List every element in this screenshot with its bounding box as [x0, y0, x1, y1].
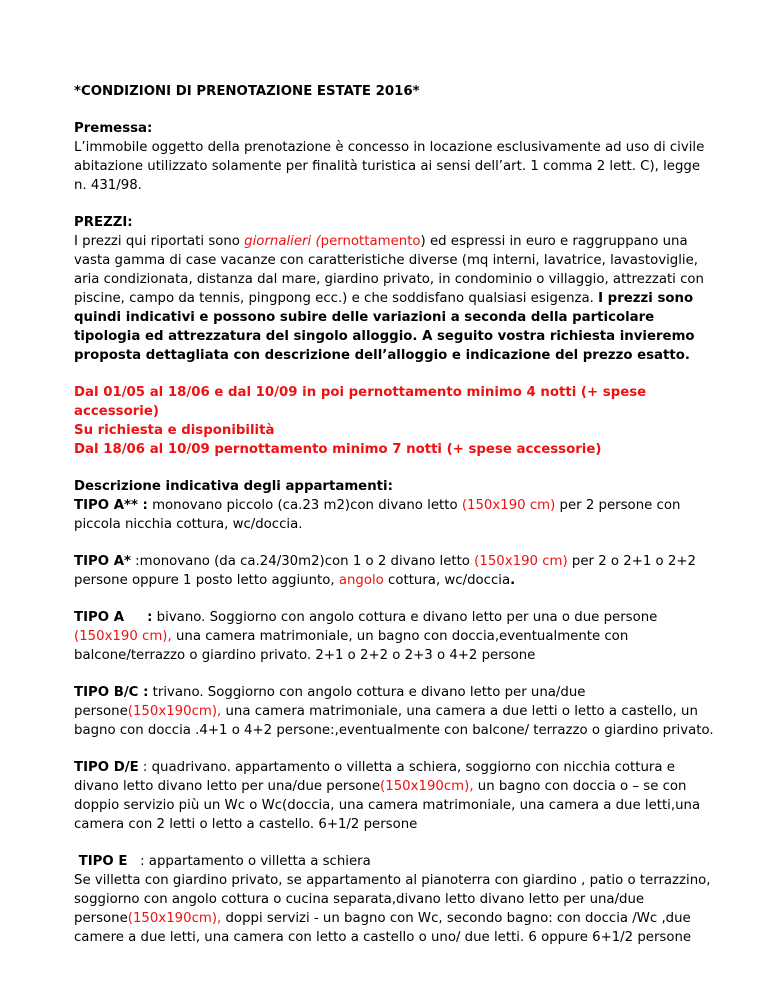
descrizione-section	[74, 477, 714, 534]
descrizione-heading: Descrizione indicativa degli appartamenti:	[74, 479, 393, 494]
tipo-a-paragraph	[74, 608, 714, 665]
tipo-a1-label: TIPO A*	[74, 554, 131, 569]
tipo-a1-size: (150x190 cm)	[474, 554, 568, 569]
tipo-de-text-2: un bagno con doccia o – se con doppio servizio più un Wc o Wc(doccia, una camera matrimoniale, una camera a due letti,una camera con 2 letti o letto a castello. 6+1/2 persone	[74, 779, 701, 832]
tipo-e-label: TIPO E	[74, 854, 128, 869]
prezzi-section	[74, 213, 714, 365]
tipo-e-text-1: Se villetta con giardino privato, se appartamento al pianoterra con giardino , patio o terrazzino, soggiorno con angolo cottura o cucina separata,divano letto divano letto per una/due persone	[74, 873, 711, 926]
tipo-e-paragraph	[74, 871, 714, 947]
tipo-de-label: TIPO D/E	[74, 760, 139, 775]
tipo-a1-paragraph	[74, 552, 714, 590]
period-line: Dal 01/05 al 18/06 e dal 10/09 in poi pernottamento minimo 4 notti (+ spese accessorie)	[74, 385, 647, 419]
tipo-e-section	[74, 852, 714, 947]
premessa-heading: Premessa:	[74, 121, 153, 136]
tipo-a-text-1: bivano. Soggiorno con angolo cottura e divano letto per una o due persone	[152, 610, 658, 625]
tipo-a1-text-3: cottura, wc/doccia	[383, 573, 511, 588]
prezzi-paragraph	[74, 232, 714, 365]
tipo-de-paragraph	[74, 758, 714, 834]
period-line: Su richiesta e disponibilità	[74, 423, 275, 438]
prezzi-text-1: I prezzi qui riportati sono	[74, 234, 245, 249]
premessa-text: L’immobile oggetto della prenotazione è concesso in locazione esclusivamente ad uso di civile abitazione utilizzato solamente per finalità turistica ai sensi dell’art. 1 comma 2 lett. C), legge n. 431/98.	[74, 140, 705, 193]
premessa-section	[74, 119, 714, 195]
tipo-a-label: TIPO A :	[74, 610, 153, 625]
tipo-e-text-2: doppi servizi - un bagno con Wc, secondo bagno: con doccia /Wc ,due camere a due letti, una camera con letto a castello o uno/ due letti. 6 oppure 6+1/2 persone	[74, 911, 692, 945]
tipo-a1-text-2: per 2 o 2+1 o 2+2 persone oppure 1 posto letto aggiunto,	[74, 554, 696, 588]
tipo-a1-dot: .	[510, 573, 516, 588]
tipo-a2-size: (150x190 cm)	[461, 498, 556, 513]
tipo-a2-label: TIPO A** :	[74, 498, 148, 513]
tipo-a1-text-1: :monovano (da ca.24/30m2)con 1 o 2 divano letto	[130, 554, 475, 569]
tipo-e-heading-line	[74, 852, 714, 871]
prezzi-heading: PREZZI:	[74, 215, 133, 230]
tipo-de-size: (150x190cm),	[380, 779, 474, 794]
tipo-a-text-2: una camera matrimoniale, un bagno con doccia,eventualmente con balcone/terrazzo o giardino privato. 2+1 o 2+2 o 2+3 o 4+2 persone	[74, 629, 629, 663]
tipo-e-size: (150x190cm),	[127, 911, 222, 926]
tipo-bc-text-2: una camera matrimoniale, una camera a due letti o letto a castello, un bagno con doccia .4+1 o 4+2 persone:,eventualmente con balcone/ terrazzo o giardino privato.	[74, 704, 714, 738]
tipo-a-size: (150x190 cm),	[74, 629, 172, 644]
prezzi-text-2: ) ed espressi in euro e raggruppano una vasta gamma di case vacanze con caratteristiche diverse (mq interni, lavatrice, lavastoviglie, aria condizionata, distanza dal mare, giardino privato, in condominio o villaggio, attrezzati con piscine, campo da tennis, pingpong ecc.) e che soddisfano qualsiasi esigenza.	[74, 234, 704, 306]
tipo-a2-text-1: monovano piccolo (ca.23 m2)con divano letto	[147, 498, 462, 513]
tipo-a2-paragraph	[74, 496, 714, 534]
prezzi-pernottamento: pernottamento	[320, 234, 421, 249]
document-title: *CONDIZIONI DI PRENOTAZIONE ESTATE 2016*	[74, 84, 420, 99]
tipo-bc-size: (150x190cm),	[127, 704, 222, 719]
period-line: Dal 18/06 al 10/09 pernottamento minimo 7 notti (+ spese accessorie)	[74, 442, 602, 457]
tipo-a1-angolo: angolo	[338, 573, 384, 588]
prezzi-giornalieri: giornalieri (	[244, 234, 321, 249]
prezzi-bold-note: I prezzi sono quindi indicativi e possono subire delle variazioni a seconda della particolare tipologia ed attrezzatura del singolo alloggio. A seguito vostra richiesta invieremo proposta dettagliata con descrizione dell’alloggio e indicazione del prezzo esatto.	[74, 291, 695, 363]
tipo-bc-label: TIPO B/C :	[74, 685, 149, 700]
tipo-bc-text-1: trivano. Soggiorno con angolo cottura e divano letto per una/due persone	[74, 685, 586, 719]
document-page	[74, 82, 714, 965]
tipo-e-text-0: : appartamento o villetta a schiera	[127, 854, 371, 869]
periods-section	[74, 383, 714, 459]
tipo-a2-text-2: per 2 persone con piccola nicchia cottura, wc/doccia.	[74, 498, 681, 532]
tipo-de-text-1: : quadrivano. appartamento o villetta a schiera, soggiorno con nicchia cottura e divano letto divano letto per una/due persone	[74, 760, 675, 794]
tipo-bc-paragraph	[74, 683, 714, 740]
